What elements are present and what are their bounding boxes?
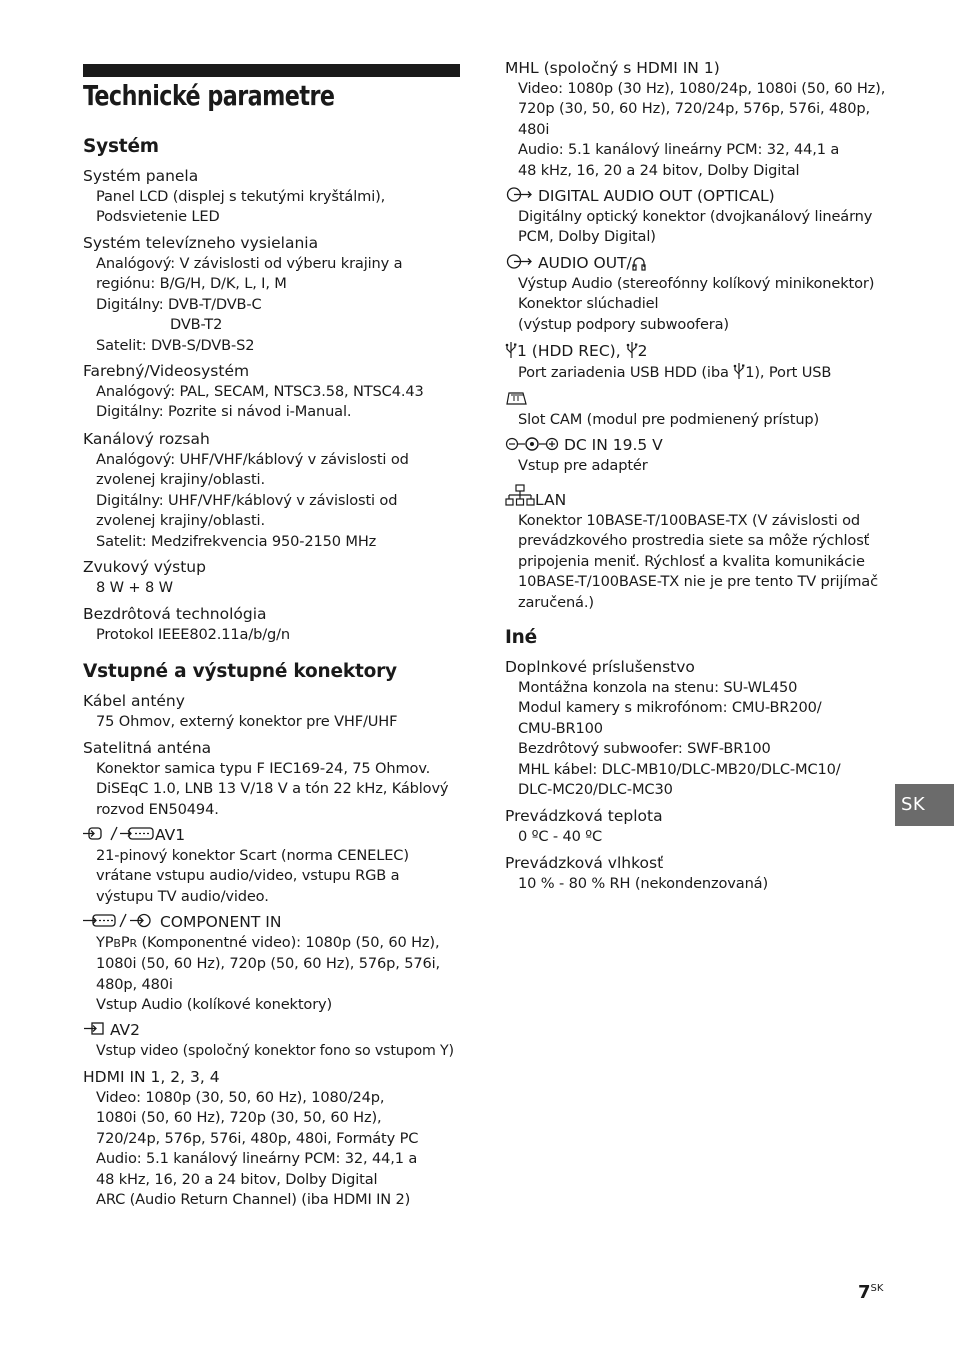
spec-line: Digitálny: DVB-T/DVB-C <box>96 295 262 313</box>
spec-line: 8 W + 8 W <box>96 578 173 596</box>
page-number-value: 7 <box>858 1282 871 1303</box>
section-heading-connectors: Vstupné a výstupné konektory <box>83 661 397 682</box>
ypbpr-y: Y <box>96 933 105 951</box>
spec-line: 480i <box>518 120 550 138</box>
spec-line: Analógový: V závislosti od výberu krajiny a <box>96 254 403 272</box>
spec-line: regiónu: B/G/H, D/K, L, I, M <box>96 275 287 292</box>
dc-polarity-icon <box>505 435 559 453</box>
spec-label: Kábel antény <box>83 692 185 710</box>
spec-line: Digitálny: Pozrite si návod i-Manual. <box>96 403 352 420</box>
spec-hdmi-in <box>83 1067 418 1211</box>
spec-lan <box>505 484 878 613</box>
spec-line: 48 kHz, 16, 20 a 24 bitov, Dolby Digital <box>96 1170 378 1188</box>
spec-label: MHL (spoločný s HDMI IN 1) <box>505 59 720 77</box>
spec-label: Systém panela <box>83 167 199 185</box>
connectors-section <box>83 661 397 682</box>
spec-line: Výstup Audio (stereofónny kolíkový minikonektor) <box>518 274 875 292</box>
spec-dc-in <box>505 435 663 476</box>
spec-line: Konektor samica typu F IEC169-24, 75 Ohmov. <box>96 759 431 777</box>
lan-network-icon <box>505 484 535 508</box>
spec-label: 1 (HDD REC), <box>517 342 621 360</box>
audio-output-icon <box>505 186 533 204</box>
spec-label: HDMI IN 1, 2, 3, 4 <box>83 1068 220 1086</box>
title-rule <box>83 64 460 77</box>
scart-input-output-icon <box>83 825 155 843</box>
spec-accessories <box>505 657 841 801</box>
spec-line: ARC (Audio Return Channel) (iba HDMI IN 2) <box>96 1191 411 1208</box>
spec-line: Slot CAM (modul pre podmienený prístup) <box>518 410 820 428</box>
spec-line: Vstup pre adaptér <box>518 456 648 474</box>
spec-line: zvolenej krajiny/oblasti. <box>96 512 265 529</box>
spec-line: Port zariadenia USB HDD (iba <box>518 363 729 381</box>
spec-operating-humidity <box>505 853 768 894</box>
spec-line: Bezdrôtový subwoofer: SWF-BR100 <box>518 740 771 757</box>
spec-line: Audio: 5.1 kanálový lineárny PCM: 32, 44,1 a <box>518 141 840 158</box>
spec-line: Audio: 5.1 kanálový lineárny PCM: 32, 44,1 a <box>96 1150 418 1167</box>
language-tab: SK <box>895 784 954 826</box>
spec-label: Prevádzková vlhkosť <box>505 854 664 872</box>
spec-line: Digitálny optický konektor (dvojkanálový lineárny <box>518 207 873 225</box>
spec-line: Konektor slúchadiel <box>518 295 659 312</box>
spec-line: (Komponentné video): 1080p (50, 60 Hz), <box>141 933 440 951</box>
spec-label: Zvukový výstup <box>83 558 206 576</box>
spec-label: DC IN 19.5 V <box>563 436 663 454</box>
spec-line: pripojenia meniť. Rýchlosť a kvalita komunikácie <box>518 552 865 570</box>
section-heading-other: Iné <box>505 627 538 648</box>
spec-line: Digitálny: UHF/VHF/káblový v závislosti od <box>96 491 398 509</box>
spec-line: zaručená.) <box>518 593 594 611</box>
spec-line: 1080i (50, 60 Hz), 720p (50, 60 Hz), 576p, 576i, <box>96 955 441 972</box>
usb-icon <box>505 341 517 359</box>
spec-line: DLC-MC20/DLC-MC30 <box>518 781 673 798</box>
section-heading-system: Systém <box>83 136 159 157</box>
spec-audio-out <box>505 253 874 335</box>
spec-line: Panel LCD (displej s tekutými kryštálmi), <box>96 187 386 205</box>
spec-line: rozvod EN50494. <box>96 800 219 818</box>
spec-line: 0 ºC - 40 ºC <box>518 827 603 845</box>
spec-line: zvolenej krajiny/oblasti. <box>96 471 265 488</box>
spec-wireless <box>83 604 290 645</box>
spec-line: Vstup video (spoločný konektor fono so vstupom Y) <box>96 1042 454 1059</box>
spec-label-row <box>83 912 440 933</box>
spec-line: vrátane vstupu audio/video, vstupu RGB a <box>96 867 400 884</box>
spec-line: 10 % - 80 % RH (nekondenzovaná) <box>518 874 769 892</box>
spec-sound-output <box>83 557 206 598</box>
spec-line: 48 kHz, 16, 20 a 24 bitov, Dolby Digital <box>518 161 800 179</box>
spec-line: Video: 1080p (30 Hz), 1080/24p, 1080i (50, 60 Hz), <box>518 79 886 97</box>
page-number-suffix: SK <box>870 1283 884 1294</box>
spec-line: 21-pinový konektor Scart (norma CENELEC) <box>96 846 409 864</box>
usb-icon <box>733 362 745 380</box>
spec-line: Vstup Audio (kolíkové konektory) <box>96 996 333 1013</box>
ypbpr-p: P <box>120 933 130 951</box>
spec-label: Doplnkové príslušenstvo <box>505 658 695 676</box>
spec-label-row <box>505 435 663 456</box>
headphones-icon <box>632 255 646 271</box>
spec-av1 <box>83 825 409 907</box>
spec-cam-slot <box>505 389 819 430</box>
spec-satellite <box>83 738 448 820</box>
spec-usb <box>505 341 831 383</box>
spec-line: (výstup podpory subwoofera) <box>518 315 729 333</box>
spec-label: Systém televízneho vysielania <box>83 234 319 252</box>
spec-channel-range <box>83 429 409 552</box>
spec-digital-audio-out <box>505 186 872 248</box>
spec-label-row <box>505 389 819 410</box>
spec-label-row <box>83 825 409 846</box>
spec-label-row <box>505 186 872 207</box>
spec-mhl <box>505 58 885 181</box>
spec-label-row <box>505 484 878 511</box>
spec-line: 480p, 480i <box>96 975 173 993</box>
spec-line-ypbpr <box>96 933 440 955</box>
spec-label-row <box>505 341 831 362</box>
cam-slot-icon <box>505 389 529 407</box>
spec-label: AV2 <box>109 1021 141 1039</box>
spec-label: DIGITAL AUDIO OUT (OPTICAL) <box>537 187 775 205</box>
page-title: Technické parametre <box>83 80 335 112</box>
spec-label: Bezdrôtová technológia <box>83 605 267 623</box>
spec-component-in <box>83 912 440 1016</box>
ypbpr-r: R <box>129 936 137 950</box>
spec-line: Konektor 10BASE-T/100BASE-TX (V závislosti od <box>518 511 861 529</box>
spec-line: Protokol IEEE802.11a/b/g/n <box>96 625 290 643</box>
spec-label-2: 2 <box>637 342 648 360</box>
video-input-icon <box>83 1020 105 1038</box>
spec-line: PCM, Dolby Digital) <box>518 228 656 245</box>
spec-line: DiSEqC 1.0, LNB 13 V/18 V a tón 22 kHz, Káblový <box>96 780 449 797</box>
ypbpr-b: B <box>113 936 121 950</box>
spec-line: prevádzkového prostredia siete sa môže rýchlosť <box>518 532 870 549</box>
spec-line: Podsvietenie LED <box>96 208 220 225</box>
spec-line: DVB-T2 <box>170 316 223 333</box>
spec-line: 1080i (50, 60 Hz), 720p (30, 50, 60 Hz), <box>96 1109 382 1126</box>
spec-line: CMU-BR100 <box>518 719 603 737</box>
spec-label: COMPONENT IN <box>159 913 282 931</box>
spec-label-row <box>505 253 874 274</box>
component-input-icon <box>83 912 155 930</box>
spec-label-row <box>83 1020 454 1041</box>
spec-line: 1), Port USB <box>745 363 832 381</box>
spec-av2 <box>83 1020 454 1061</box>
audio-output-icon <box>505 253 533 271</box>
spec-label: Prevádzková teplota <box>505 807 663 825</box>
spec-panel-system <box>83 166 385 228</box>
spec-label: LAN <box>535 491 567 509</box>
spec-line: Montážna konzola na stenu: SU-WL450 <box>518 678 798 696</box>
spec-color-system <box>83 361 424 423</box>
spec-line: Satelit: Medzifrekvencia 950-2150 MHz <box>96 532 377 550</box>
spec-line: Analógový: UHF/VHF/káblový v závislosti od <box>96 450 409 468</box>
ypbpr-p: P <box>104 933 114 951</box>
spec-label: Farebný/Videosystém <box>83 362 250 380</box>
spec-label: AUDIO OUT/ <box>537 254 632 272</box>
spec-line: Analógový: PAL, SECAM, NTSC3.58, NTSC4.43 <box>96 382 424 400</box>
spec-broadcast-system <box>83 233 402 356</box>
spec-line: Video: 1080p (30, 50, 60 Hz), 1080/24p, <box>96 1088 385 1106</box>
spec-label: AV1 <box>155 826 186 844</box>
spec-line: 720/24p, 576p, 576i, 480p, 480i, Formáty PC <box>96 1129 419 1147</box>
system-section <box>83 136 159 157</box>
spec-line-row <box>518 362 831 384</box>
spec-line: 75 Ohmov, externý konektor pre VHF/UHF <box>96 712 398 730</box>
spec-line: 720p (30, 50, 60 Hz), 720/24p, 576p, 576i, 480p, <box>518 100 870 117</box>
spec-line: výstupu TV audio/video. <box>96 887 269 905</box>
page-number <box>858 1282 883 1303</box>
spec-line: MHL kábel: DLC-MB10/DLC-MB20/DLC-MC10/ <box>518 760 841 778</box>
spec-line: 10BASE-T/100BASE-TX nie je pre tento TV prijímač <box>518 573 878 590</box>
spec-line: Modul kamery s mikrofónom: CMU-BR200/ <box>518 699 822 716</box>
spec-label: Kanálový rozsah <box>83 430 210 448</box>
spec-operating-temperature <box>505 806 663 847</box>
usb-icon <box>626 341 638 359</box>
spec-label: Satelitná anténa <box>83 739 212 757</box>
spec-line: Satelit: DVB-S/DVB-S2 <box>96 336 255 354</box>
other-section <box>505 627 537 648</box>
spec-antenna <box>83 691 397 732</box>
